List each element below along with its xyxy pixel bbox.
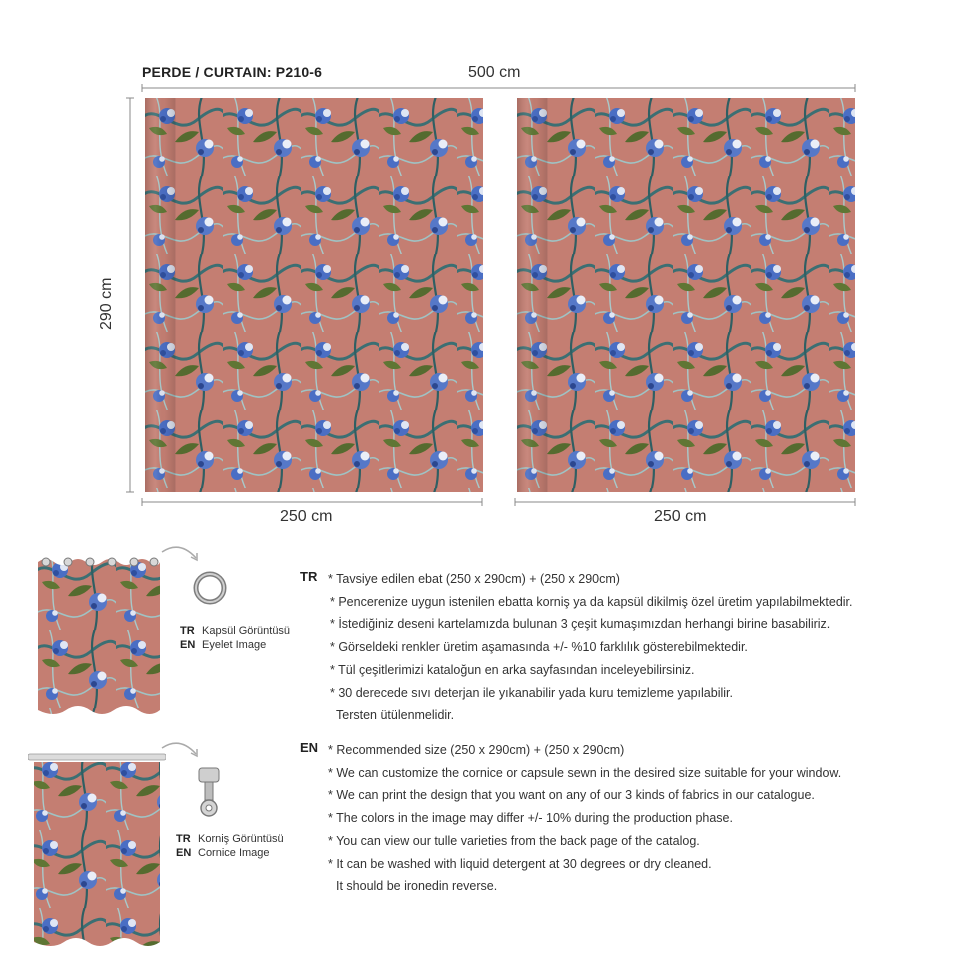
cornice-curtain-thumbnail <box>28 752 166 952</box>
eyelet-legend <box>180 624 290 652</box>
curtain-panel-left <box>145 98 483 492</box>
eyelet-en-code: EN <box>180 639 196 651</box>
notes-en-line: * You can view our tulle varieties from the back page of the catalog. <box>328 833 700 848</box>
cornice-hook-icon <box>196 766 222 822</box>
cornice-tr-label: Korniş Görüntüsü <box>198 833 284 845</box>
notes-en-line: * Recommended size (250 x 290cm) + (250 x 290cm) <box>328 743 625 757</box>
cornice-en-label: Cornice Image <box>198 847 270 859</box>
cornice-en-code: EN <box>176 847 192 859</box>
eyelet-tr-code: TR <box>180 625 195 637</box>
notes-en-line: * We can print the design that you want on any of our 3 kinds of fabrics in our catalogue. <box>328 788 815 803</box>
curved-arrow-icon <box>160 540 204 570</box>
height-label: 290 cm <box>98 277 115 330</box>
notes-en-line: * The colors in the image may differ +/- 10% during the production phase. <box>328 811 733 826</box>
notes-tr <box>328 568 853 727</box>
notes-tr-line: * İstediğiniz deseni kartelamızda bulunan 3 çeşit kumaşımızdan herhangi birine basabiliriz. <box>330 617 831 632</box>
left-panel-width-label: 250 cm <box>280 508 333 525</box>
notes-tr-line: Tersten ütülenmelidir. <box>336 708 455 723</box>
notes-en-line: * It can be washed with liquid detergent at 30 degrees or dry cleaned. <box>328 856 712 871</box>
eyelet-en-label: Eyelet Image <box>202 639 267 651</box>
total-width-label: 500 cm <box>468 64 521 81</box>
eyelet-ring-icon <box>192 570 228 606</box>
notes-tr-line: * 30 derecede sıvı deterjan ile yıkanabilir yada kuru temizleme yapılabilir. <box>330 685 733 700</box>
notes-tr-line: * Görseldeki renkler üretim aşamasında +/- %10 farklılık gösterebilmektedir. <box>330 640 748 655</box>
notes-en-line: It should be ironedin reverse. <box>336 879 498 894</box>
notes-tr-lang: TR <box>300 569 318 584</box>
eyelet-curtain-thumbnail <box>38 552 160 718</box>
eyelet-tr-label: Kapsül Görüntüsü <box>202 625 291 637</box>
notes-tr-line: * Pencerenize uygun istenilen ebatta korniş ya da kapsül dikilmiş özel üretim yapılabilmektedir. <box>330 594 853 609</box>
notes-tr-line: * Tül çeşitlerimizi kataloğun en arka sayfasından inceleyebilirsiniz. <box>330 662 695 677</box>
right-panel-width-label: 250 cm <box>654 508 707 525</box>
page-title: PERDE / CURTAIN: P210-6 <box>142 64 323 80</box>
curtain-panel-right <box>517 98 855 492</box>
notes-en <box>328 739 841 898</box>
cornice-legend <box>176 832 284 860</box>
notes-tr-line: * Tavsiye edilen ebat (250 x 290cm) + (250 x 290cm) <box>328 572 620 586</box>
notes-en-lang: EN <box>300 740 319 755</box>
curved-arrow-icon-2 <box>160 736 204 766</box>
cornice-tr-code: TR <box>176 833 191 845</box>
notes-en-line: * We can customize the cornice or capsule sewn in the desired size suitable for your window. <box>328 765 842 780</box>
